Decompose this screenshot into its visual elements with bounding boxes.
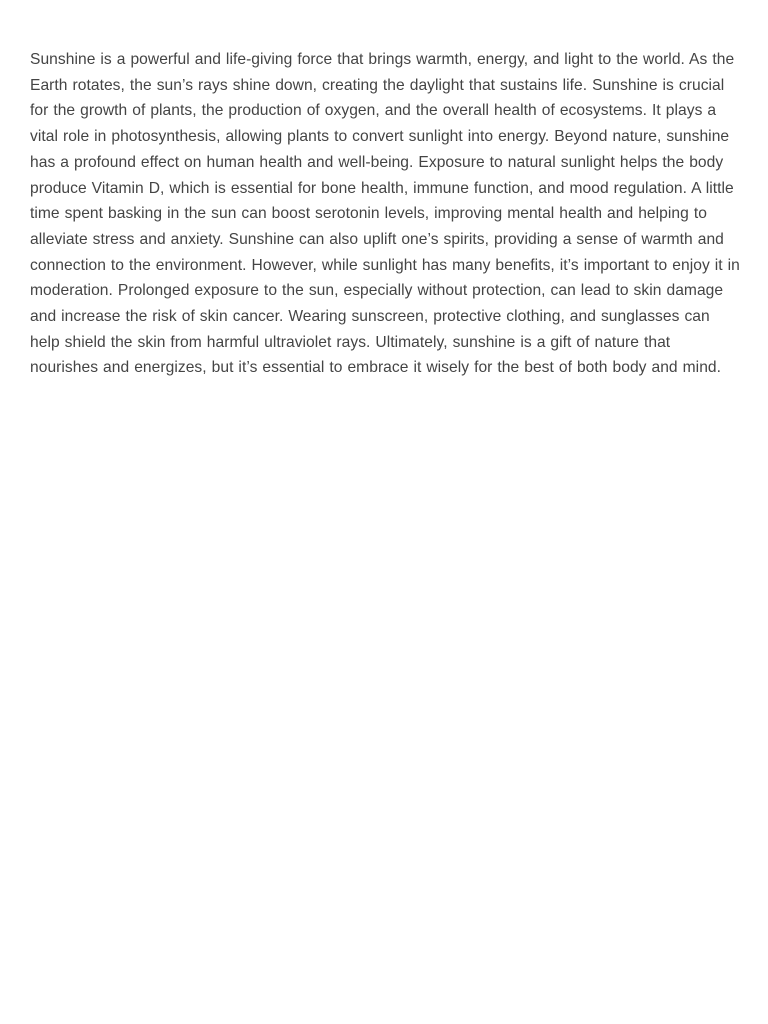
article-paragraph: Sunshine is a powerful and life-giving force that brings warmth, energy, and light to the world. As the Earth rotates, the sun’s rays shine down, creating the daylight that sustains life. Sunshine is crucial for the growth of plants, the production of oxygen, and the overall health of ecosystems. It plays a vital role in photosynthesis, allowing plants to convert sunlight into energy. Beyond nature, sunshine has a profound effect on human health and well-being. Exposure to natural sunlight helps the body produce Vitamin D, which is essential for bone health, immune function, and mood regulation. A little time spent basking in the sun can boost serotonin levels, improving mental health and helping to alleviate stress and anxiety. Sunshine can also uplift one’s spirits, providing a sense of warmth and connection to the environment. However, while sunlight has many benefits, it’s important to enjoy it in moderation. Prolonged exposure to the sun, especially without protection, can lead to skin damage and increase the risk of skin cancer. Wearing sunscreen, protective clothing, and sunglasses can help shield the skin from harmful ultraviolet rays. Ultimately, sunshine is a gift of nature that nourishes and energizes, but it’s essential to embrace it wisely for the best of both body and mind. — [30, 51, 740, 377]
